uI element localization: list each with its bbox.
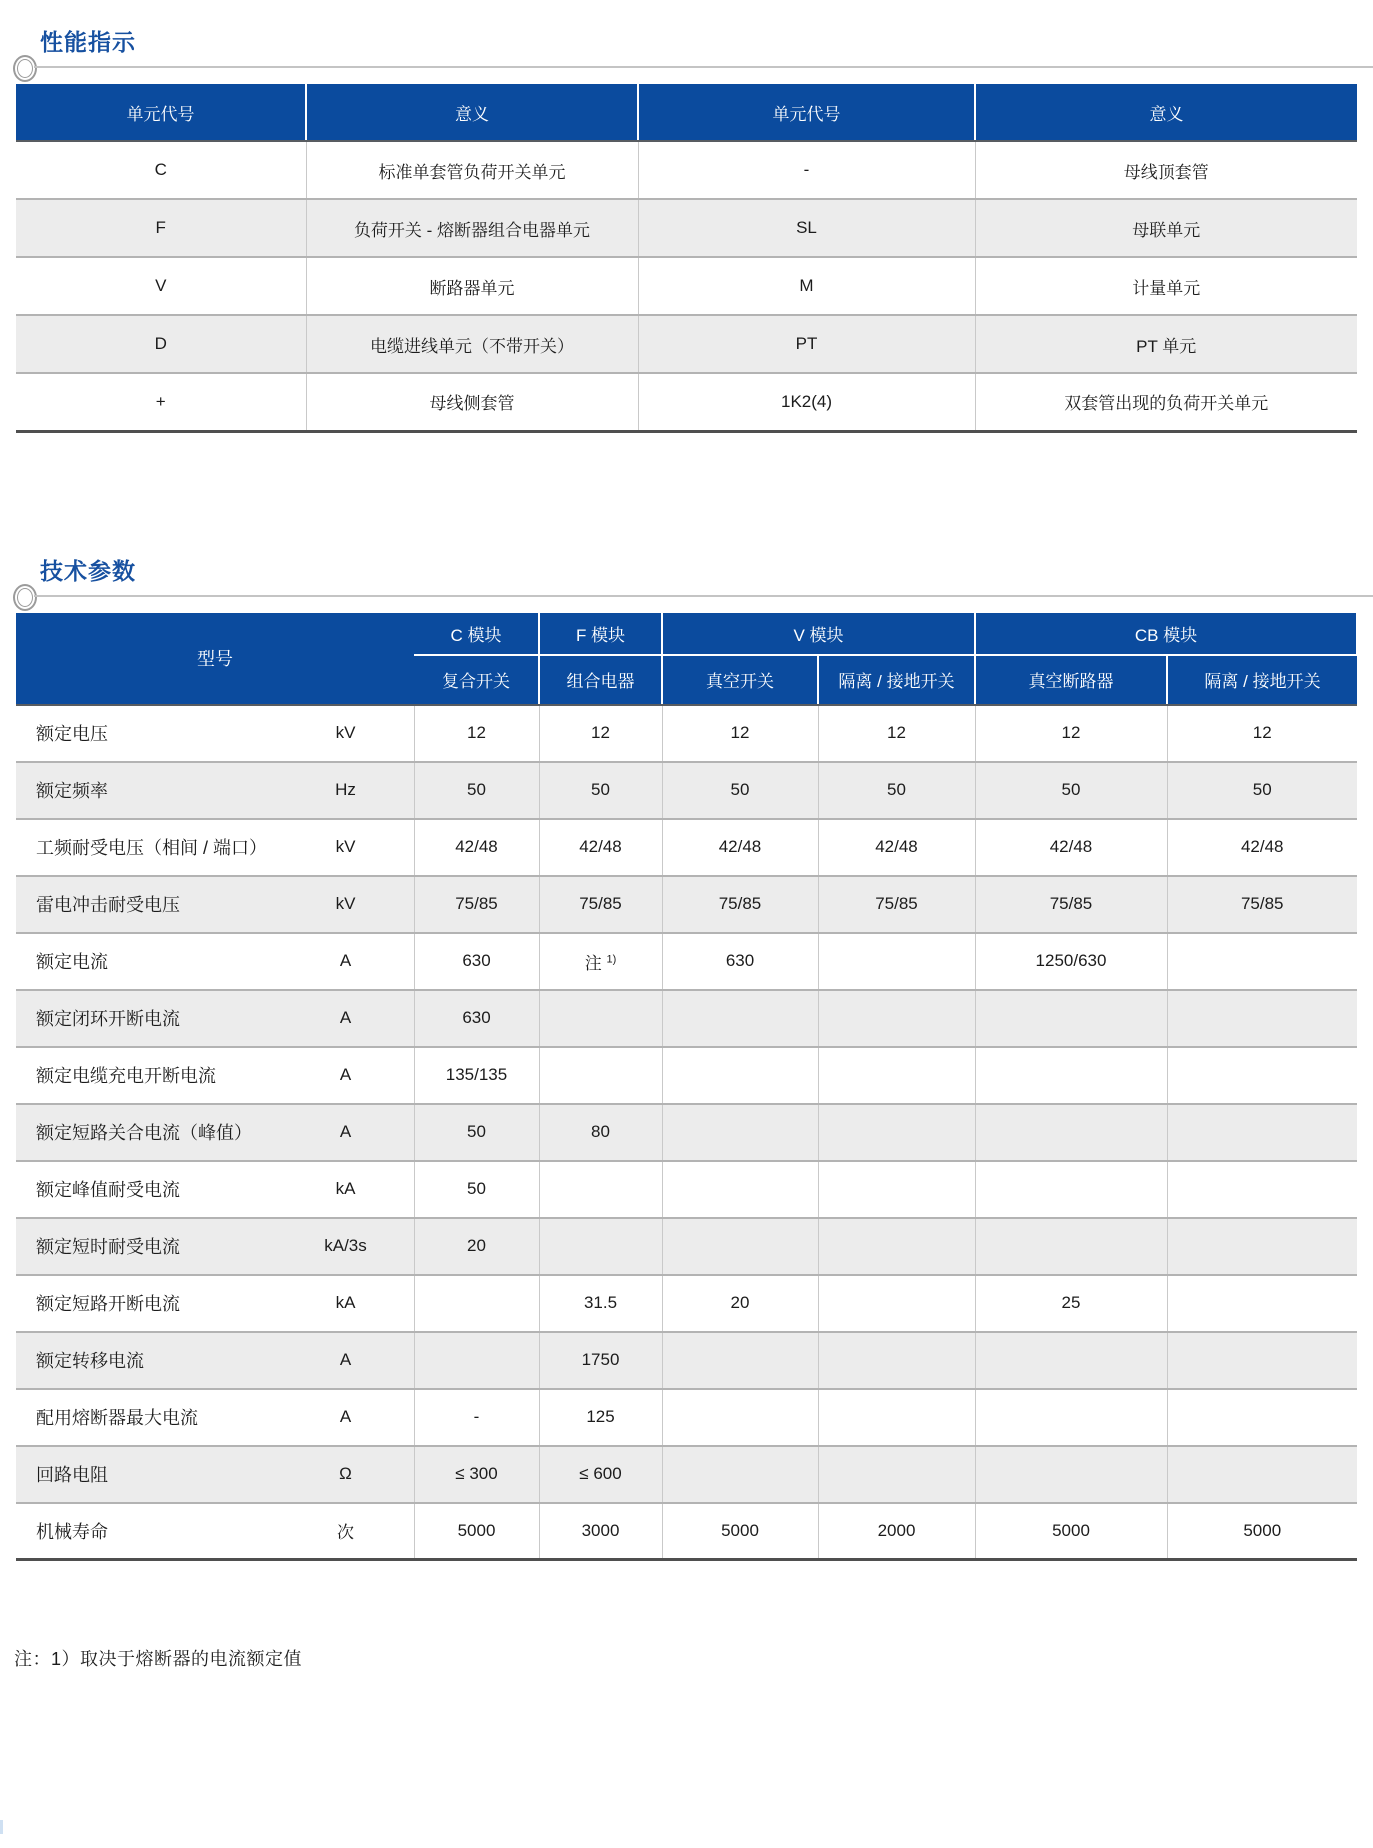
parameter-value-cell: [662, 990, 818, 1047]
parameter-unit: A: [339, 1350, 352, 1369]
parameter-value-cell: 1250/630: [975, 933, 1167, 990]
parameter-unit: Hz: [335, 780, 356, 799]
parameter-name-cell: [16, 1161, 414, 1218]
parameter-value-cell: [818, 1389, 975, 1446]
unit-code-column-header: 意义: [306, 84, 638, 141]
section-title-performance: 性能指示: [40, 29, 136, 55]
parameter-value-cell: [975, 1161, 1167, 1218]
unit-code-cell: 母线顶套管: [975, 141, 1357, 199]
parameter-row: [16, 705, 1357, 762]
parameter-value-cell: [818, 933, 975, 990]
parameter-value-cell: [975, 1047, 1167, 1104]
parameter-value-cell: 50: [818, 762, 975, 819]
parameter-value-cell: 12: [975, 705, 1167, 762]
divider-line: [34, 595, 1373, 597]
parameter-row: [16, 1389, 1357, 1446]
parameter-value-cell: 50: [1167, 762, 1357, 819]
parameter-value-cell: [975, 990, 1167, 1047]
parameter-value-cell: 25: [975, 1275, 1167, 1332]
parameter-label: 额定频率: [36, 781, 108, 801]
footnote: 注：1）取决于熔断器的电流额定值: [14, 1649, 303, 1669]
parameter-unit: kV: [335, 723, 356, 742]
parameter-label: 机械寿命: [36, 1521, 108, 1542]
parameter-value-cell: 75/85: [975, 876, 1167, 933]
parameter-value-cell: [662, 1389, 818, 1446]
parameter-name-cell: [16, 762, 414, 819]
parameter-row: [16, 1275, 1357, 1332]
parameter-value-cell: 50: [414, 762, 539, 819]
parameter-value-cell: 5000: [414, 1503, 539, 1560]
parameter-value-cell: [1167, 933, 1357, 990]
parameter-value-cell: [662, 1161, 818, 1218]
parameter-value-cell: [662, 1332, 818, 1389]
unit-code-cell: 双套管出现的负荷开关单元: [975, 373, 1357, 431]
parameter-name-cell: [16, 705, 414, 762]
parameter-value-cell: 注 $^{1)}$: [539, 933, 662, 990]
parameter-value-cell: [1167, 1275, 1357, 1332]
parameter-value-cell: [1167, 1104, 1357, 1161]
parameter-row: [16, 1446, 1357, 1503]
parameter-value-cell: 42/48: [414, 819, 539, 876]
parameter-value-cell: 12: [1167, 705, 1357, 762]
parameter-unit: A: [339, 1407, 352, 1426]
parameter-label: 额定电流: [36, 952, 108, 972]
parameter-value-cell: 12: [414, 705, 539, 762]
unit-code-column-header: 单元代号: [16, 84, 306, 141]
parameter-name-cell: [16, 1275, 414, 1332]
unit-code-cell: 断路器单元: [306, 257, 638, 315]
unit-code-cell: SL: [638, 199, 975, 257]
ring-decoration-icon: [13, 55, 37, 82]
parameter-value-cell: 135/135: [414, 1047, 539, 1104]
page-edge-mark: [0, 1820, 3, 1834]
unit-code-cell: M: [638, 257, 975, 315]
parameter-label: 额定短时耐受电流: [36, 1237, 180, 1257]
parameter-label: 雷电冲击耐受电压: [36, 895, 180, 915]
parameter-value-cell: [662, 1218, 818, 1275]
module-group-header: CB 模块: [975, 613, 1357, 655]
parameter-value-cell: [1167, 990, 1357, 1047]
module-group-header: V 模块: [662, 613, 975, 655]
parameter-value-cell: 42/48: [539, 819, 662, 876]
parameter-value-cell: 42/48: [975, 819, 1167, 876]
parameter-value-cell: [662, 1047, 818, 1104]
unit-code-row: [16, 199, 1357, 257]
parameter-value-cell: 12: [818, 705, 975, 762]
unit-code-cell: -: [638, 141, 975, 199]
parameter-value-cell: [1167, 1446, 1357, 1503]
parameter-name-cell: [16, 933, 414, 990]
parameter-label: 额定电缆充电开断电流: [36, 1066, 216, 1086]
parameter-value-cell: 5000: [1167, 1503, 1357, 1560]
module-sub-header: 真空断路器: [975, 655, 1167, 705]
parameter-value-cell: [539, 1218, 662, 1275]
parameter-value-cell: 125: [539, 1389, 662, 1446]
unit-code-cell: 母线侧套管: [306, 373, 638, 431]
unit-code-cell: PT: [638, 315, 975, 373]
parameter-value-cell: 31.5: [539, 1275, 662, 1332]
unit-code-row: [16, 257, 1357, 315]
unit-code-cell: 1K2(4): [638, 373, 975, 431]
parameter-row: [16, 990, 1357, 1047]
parameter-value-cell: ≤ 300: [414, 1446, 539, 1503]
parameter-value-cell: [539, 1047, 662, 1104]
parameter-value-cell: [539, 990, 662, 1047]
section-title-parameters: 技术参数: [40, 557, 136, 584]
parameter-value-cell: 50: [414, 1104, 539, 1161]
parameter-name-cell: [16, 1503, 414, 1560]
parameter-unit: A: [339, 951, 352, 970]
parameter-value-cell: [818, 1104, 975, 1161]
unit-code-column-header: 意义: [975, 84, 1357, 141]
parameter-value-cell: [818, 1275, 975, 1332]
parameter-value-cell: [818, 1218, 975, 1275]
parameter-name-cell: [16, 1218, 414, 1275]
parameter-value-cell: 42/48: [662, 819, 818, 876]
module-sub-header: 复合开关: [414, 655, 539, 705]
parameter-value-cell: [1167, 1218, 1357, 1275]
parameter-value-cell: [818, 1446, 975, 1503]
parameter-value-cell: 630: [414, 933, 539, 990]
section-performance-header: [0, 0, 1373, 84]
parameter-value-cell: 2000: [818, 1503, 975, 1560]
parameter-row: [16, 1047, 1357, 1104]
unit-code-cell: 母联单元: [975, 199, 1357, 257]
parameter-value-cell: 42/48: [1167, 819, 1357, 876]
parameter-label: 额定峰值耐受电流: [36, 1180, 180, 1200]
parameter-value-cell: [975, 1332, 1167, 1389]
parameter-value-cell: 75/85: [662, 876, 818, 933]
unit-code-row: [16, 373, 1357, 431]
parameter-row: [16, 876, 1357, 933]
parameter-row: [16, 1332, 1357, 1389]
parameter-unit: kA/3s: [324, 1236, 367, 1255]
parameter-row: [16, 1104, 1357, 1161]
unit-code-cell: PT 单元: [975, 315, 1357, 373]
parameter-name-cell: [16, 1446, 414, 1503]
parameter-label: 额定短路开断电流: [36, 1294, 180, 1314]
parameter-value-cell: [414, 1275, 539, 1332]
parameter-value-cell: 1750: [539, 1332, 662, 1389]
unit-code-cell: 计量单元: [975, 257, 1357, 315]
parameter-value-cell: 20: [414, 1218, 539, 1275]
parameter-value-cell: [1167, 1332, 1357, 1389]
parameter-value-cell: 75/85: [1167, 876, 1357, 933]
parameter-value-cell: [1167, 1389, 1357, 1446]
module-group-header: F 模块: [539, 613, 662, 655]
parameter-unit: kV: [335, 837, 356, 856]
unit-code-cell: F: [16, 199, 306, 257]
parameter-name-cell: [16, 819, 414, 876]
parameter-value-cell: -: [414, 1389, 539, 1446]
parameter-value-cell: [975, 1218, 1167, 1275]
parameter-value-cell: [975, 1389, 1167, 1446]
parameter-unit: A: [339, 1008, 352, 1027]
parameter-value-cell: 3000: [539, 1503, 662, 1560]
unit-code-table: [16, 84, 1357, 433]
parameter-value-cell: [975, 1446, 1167, 1503]
parameter-label: 额定转移电流: [36, 1351, 144, 1371]
unit-code-cell: 电缆进线单元（不带开关）: [306, 315, 638, 373]
footnote-ref: 1): [606, 952, 617, 965]
parameter-value-cell: ≤ 600: [539, 1446, 662, 1503]
unit-code-row: [16, 315, 1357, 373]
parameter-row: [16, 819, 1357, 876]
unit-code-cell: 标准单套管负荷开关单元: [306, 141, 638, 199]
parameter-value-cell: [662, 1104, 818, 1161]
parameter-name-cell: [16, 1332, 414, 1389]
parameter-label: 工频耐受电压（相间 / 端口）: [36, 838, 268, 858]
parameter-value-cell: [818, 1047, 975, 1104]
parameter-label: 额定闭环开断电流: [36, 1009, 180, 1029]
parameter-value-cell: 80: [539, 1104, 662, 1161]
unit-code-cell: C: [16, 141, 306, 199]
parameter-value-cell: [662, 1446, 818, 1503]
parameter-value-cell: 630: [662, 933, 818, 990]
unit-code-cell: V: [16, 257, 306, 315]
parameter-row: [16, 1218, 1357, 1275]
module-sub-header: 隔离 / 接地开关: [818, 655, 975, 705]
parameter-value-cell: [818, 1161, 975, 1218]
parameter-value-cell: 12: [539, 705, 662, 762]
parameter-label: 回路电阻: [36, 1465, 108, 1485]
parameter-row: [16, 933, 1357, 990]
parameter-value-cell: [818, 990, 975, 1047]
parameter-unit: A: [339, 1122, 352, 1141]
parameter-row: [16, 762, 1357, 819]
parameter-value-cell: 5000: [662, 1503, 818, 1560]
parameter-value-cell: 75/85: [414, 876, 539, 933]
module-sub-header: 真空开关: [662, 655, 818, 705]
parameter-row: [16, 1161, 1357, 1218]
parameter-value-cell: [1167, 1161, 1357, 1218]
unit-code-row: [16, 141, 1357, 199]
parameter-name-cell: [16, 876, 414, 933]
unit-code-cell: 负荷开关 - 熔断器组合电器单元: [306, 199, 638, 257]
section-performance: [0, 0, 1373, 433]
ring-decoration-icon: [13, 584, 37, 611]
module-sub-header: 组合电器: [539, 655, 662, 705]
parameter-name-cell: [16, 1389, 414, 1446]
parameter-value-cell: 75/85: [818, 876, 975, 933]
parameter-value-cell: 42/48: [818, 819, 975, 876]
module-sub-header: 隔离 / 接地开关: [1167, 655, 1357, 705]
parameter-value-cell: 50: [975, 762, 1167, 819]
parameter-value-cell: 50: [662, 762, 818, 819]
model-column-header: 型号: [16, 613, 414, 705]
parameter-value-cell: [818, 1332, 975, 1389]
parameter-value-cell: 5000: [975, 1503, 1167, 1560]
parameter-value-cell: 50: [539, 762, 662, 819]
parameter-value-cell: 75/85: [539, 876, 662, 933]
unit-code-column-header: 单元代号: [638, 84, 975, 141]
parameter-value-cell: [1167, 1047, 1357, 1104]
section-parameters-header: [0, 529, 1373, 613]
parameter-name-cell: [16, 1047, 414, 1104]
divider-line: [34, 66, 1373, 68]
unit-code-cell: +: [16, 373, 306, 431]
parameter-unit: kA: [335, 1293, 356, 1312]
parameter-label: 配用熔断器最大电流: [36, 1408, 198, 1428]
parameter-unit: kV: [335, 894, 356, 913]
parameter-value-cell: 630: [414, 990, 539, 1047]
unit-code-header-row: [16, 84, 1357, 141]
parameter-value-cell: [539, 1161, 662, 1218]
module-group-row: [16, 613, 1357, 655]
parameter-row: [16, 1503, 1357, 1560]
parameter-name-cell: [16, 990, 414, 1047]
parameter-label: 额定短路关合电流（峰值）: [36, 1123, 252, 1143]
parameter-value-cell: 50: [414, 1161, 539, 1218]
parameter-value-cell: 20: [662, 1275, 818, 1332]
parameter-unit: 次: [337, 1523, 354, 1543]
parameter-value-cell: [414, 1332, 539, 1389]
parameter-unit: A: [339, 1065, 352, 1084]
parameter-label: 额定电压: [36, 724, 108, 744]
parameter-unit: Ω: [339, 1464, 352, 1483]
parameter-value-cell: 12: [662, 705, 818, 762]
section-parameters: [0, 529, 1373, 1562]
module-group-header: C 模块: [414, 613, 539, 655]
tech-params-table: [16, 613, 1358, 1562]
parameter-unit: kA: [335, 1179, 356, 1198]
parameter-value-cell: [975, 1104, 1167, 1161]
parameter-name-cell: [16, 1104, 414, 1161]
unit-code-cell: D: [16, 315, 306, 373]
